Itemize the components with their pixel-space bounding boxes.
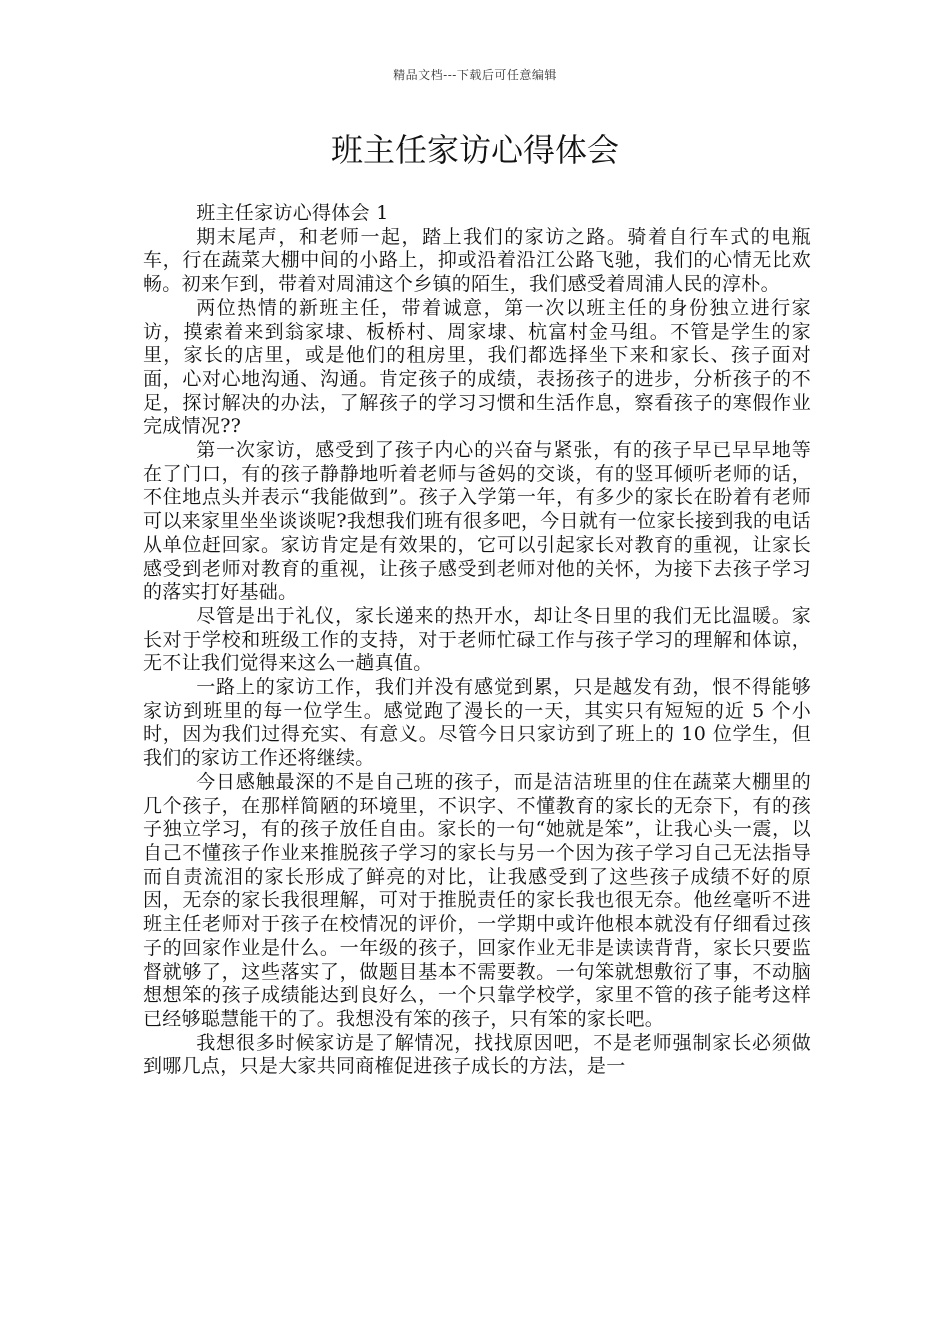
header-note: 精品文档---下载后可任意编辑 [393,68,557,82]
document-title: 班主任家访心得体会 [330,131,619,169]
section-subtitle: 班主任家访心得体会 1 [196,202,389,224]
paragraph: 期末尾声，和老师一起，踏上我们的家访之路。骑着自行车式的电瓶车，行在蔬菜大棚中间的小路上，抑或沿着沿江公路飞驰，我们的心情无比欢畅。初来乍到，带着对周浦这个乡镇的陌生，我们感受着周浦人民的淳朴。 [143,225,811,296]
paragraph: 我想很多时候家访是了解情况，找找原因吧，不是老师强制家长必须做到哪几点，只是大家共同商榷促进孩子成长的方法，是一 [143,1031,811,1078]
paragraph: 第一次家访，感受到了孩子内心的兴奋与紧张，有的孩子早已早早地等在了门口，有的孩子静静地听着老师与爸妈的交谈，有的竖耳倾听老师的话，不住地点头并表示“我能做到”。孩子入学第一年，有多少的家长在盼着有老师可以来家里坐坐谈谈呢?我想我们班有很多吧，今日就有一位家长接到我的电话从单位赶回家。家访肯定是有效果的，它可以引起家长对教育的重视，让家长感受到老师对教育的重视，让孩子感受到老师对他的关怀，为接下去孩子学习的落实打好基础。 [143,439,811,604]
paragraph: 两位热情的新班主任，带着诚意，第一次以班主任的身份独立进行家访，摸索着来到翁家埭、板桥村、周家埭、杭富村金马组。不管是学生的家里，家长的店里，或是他们的租房里，我们都选择坐下来和家长、孩子面对面，心对心地沟通、沟通。肯定孩子的成绩，表扬孩子的进步，分析孩子的不足，探讨解决的办法，了解孩子的学习习惯和生活作息，察看孩子的寒假作业完成情况?? [143,296,811,438]
document-body [143,202,811,1079]
paragraph: 今日感触最深的不是自己班的孩子，而是洁洁班里的住在蔬菜大棚里的几个孩子，在那样简陋的环境里，不识字、不懂教育的家长的无奈下，有的孩子独立学习，有的孩子放任自由。家长的一句“她就是笨”，让我心头一震，以自己不懂孩子作业来推脱孩子学习的家长与另一个因为孩子学习自己无法指导而自责流泪的家长形成了鲜亮的对比，让我感受到了这些孩子成绩不好的原因，无奈的家长我很理解，可对于推脱责任的家长我也很无奈。他丝毫听不进班主任老师对于孩子在校情况的评价，一学期中或许他根本就没有仔细看过孩子的回家作业是什么。一年级的孩子，回家作业无非是读读背背，家长只要监督就够了，这些落实了，做题目基本不需要教。一句笨就想敷衍了事，不动脑想想笨的孩子成绩能达到良好么，一个只靠学校学，家里不管的孩子能考这样已经够聪慧能干的了。我想没有笨的孩子，只有笨的家长吧。 [143,770,811,1030]
paragraph: 一路上的家访工作，我们并没有感觉到累，只是越发有劲，恨不得能够家访到班里的每一位学生。感觉跑了漫长的一天，其实只有短短的近 5 个小时，因为我们过得充实、有意义。尽管今日只家访到了班上的 10 位学生，但我们的家访工作还将继续。 [143,676,811,770]
paragraph: 尽管是出于礼仪，家长递来的热开水，却让冬日里的我们无比温暖。家长对于学校和班级工作的支持，对于老师忙碌工作与孩子学习的理解和体谅，无不让我们觉得来这么一趟真值。 [143,604,811,675]
